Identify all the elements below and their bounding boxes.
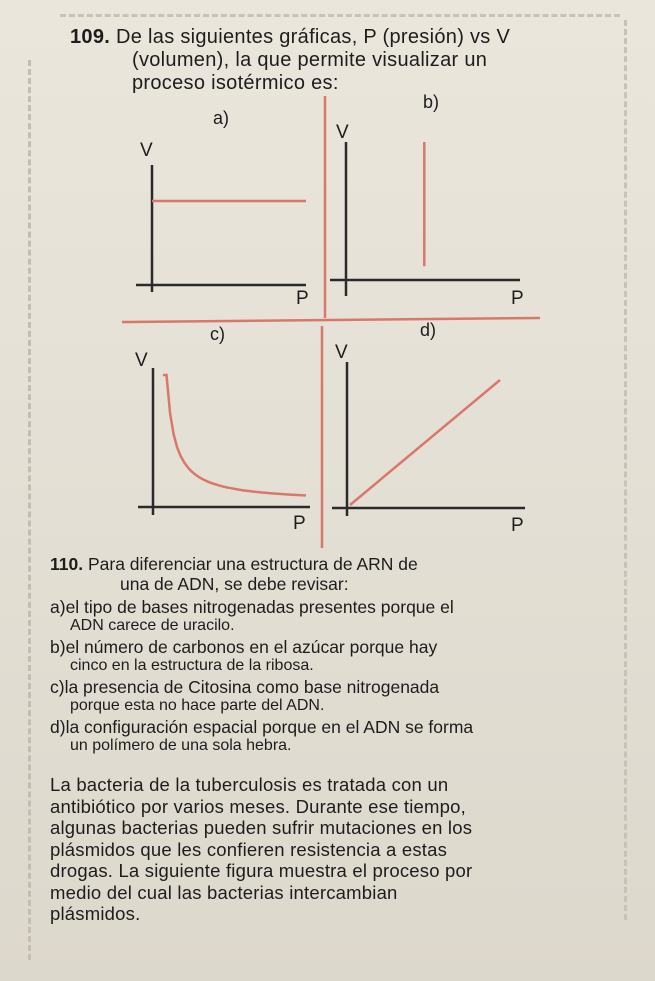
graph-d-label: d) (420, 320, 437, 340)
option-a-line2: ADN carece de uracilo. (70, 617, 235, 634)
paragraph-line: algunas bacterias pueden sufrir mutaciones en los (50, 817, 473, 838)
option-c-letter: c) (50, 677, 65, 697)
graph-b-x-label: P (511, 288, 524, 309)
graph-a-label: a) (213, 108, 230, 128)
option-c[interactable] (50, 677, 610, 714)
option-b-line1: el número de carbonos en el azúcar porque hay (65, 637, 438, 657)
option-a-line1: el tipo de bases nitrogenadas presentes porque el (65, 597, 454, 617)
graph-b-y-label: V (336, 122, 349, 143)
paragraph-line: antibiótico por varios meses. Durante ese tiempo, (50, 795, 466, 817)
divider-horizontal (122, 318, 540, 322)
option-b[interactable] (50, 637, 610, 674)
graph-d-x-label: P (511, 515, 524, 536)
graph-a-y-label: V (140, 140, 153, 161)
question-110-stem1: Para diferenciar una estructura de ARN de (87, 554, 418, 574)
graph-d-y-label: V (335, 342, 348, 363)
paragraph-line: drogas. La siguiente figura muestra el proceso por (50, 860, 473, 881)
option-b-line2: cinco en la estructura de la ribosa. (70, 657, 314, 674)
option-b-letter: b) (50, 637, 66, 657)
tuberculosis-paragraph (50, 774, 610, 925)
option-d-line2: un polímero de una sola hebra. (70, 737, 292, 754)
option-d[interactable] (50, 717, 610, 754)
question-110-stem2: una de ADN, se debe revisar: (120, 574, 349, 594)
paragraph-line: medio del cual las bacterias intercambian (50, 881, 398, 903)
graph-c-x-label: P (293, 513, 306, 534)
option-a[interactable] (50, 597, 610, 634)
option-a-letter: a) (50, 597, 66, 617)
paragraph-line: La bacteria de la tuberculosis es tratada con un (50, 774, 449, 795)
paragraph-line: plásmidos. (50, 903, 141, 924)
question-109-line1: De las siguientes gráficas, P (presión) vs V (116, 26, 511, 48)
question-110 (50, 554, 610, 754)
question-109-line2: (volumen), la que permite visualizar un (132, 49, 488, 71)
graph-d-curve (350, 380, 500, 505)
question-109-line3: proceso isotérmico es: (132, 72, 339, 94)
option-c-line2: porque esta no hace parte del ADN. (70, 697, 325, 714)
option-c-line1: la presencia de Citosina como base nitrogenada (64, 677, 440, 697)
graph-c-y-label: V (135, 350, 148, 371)
graph-a-x-label: P (296, 288, 309, 309)
graph-c-curve (163, 375, 306, 495)
graph-b-label: b) (423, 92, 440, 112)
option-d-letter: d) (50, 717, 66, 737)
graph-c-label: c) (210, 324, 225, 344)
question-109-number: 109. (70, 26, 111, 48)
paragraph-line: plásmidos que les confieren resistencia a estas (50, 838, 448, 860)
question-110-number: 110. (50, 554, 84, 574)
option-d-line1: la configuración espacial porque en el ADN se forma (65, 717, 474, 737)
